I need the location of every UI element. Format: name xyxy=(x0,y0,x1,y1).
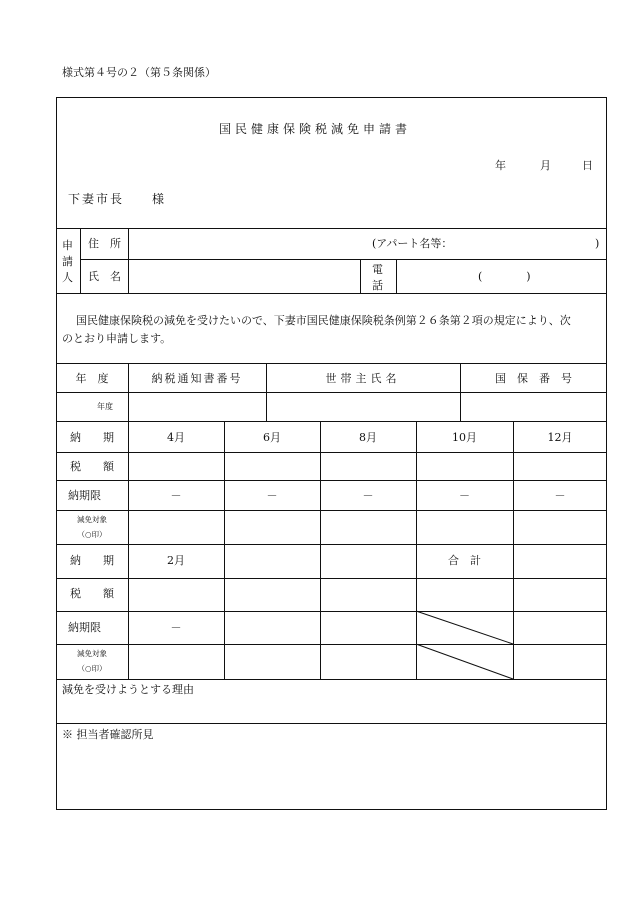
date-day-label: 日 xyxy=(582,159,593,172)
month-cell: 4月 xyxy=(167,431,185,444)
reason-label: 減免を受けようとする理由 xyxy=(62,683,194,696)
deadline-cell: － xyxy=(170,489,182,502)
address-label: 住 所 xyxy=(88,237,121,250)
month-cell: 12月 xyxy=(547,431,573,444)
statement-line: 国民健康保険税の減免を受けたいので、下妻市国民健康保険税条例第２６条第２項の規定により、次 xyxy=(76,314,571,327)
addressee: 下妻市長 様 xyxy=(68,192,167,206)
deadline-label: 納期限 xyxy=(68,621,101,634)
fiscal-year-suffix: 年度 xyxy=(97,402,113,411)
applicant-label-char: 人 xyxy=(62,271,73,284)
phone-label-char: 電 xyxy=(372,263,383,276)
exemption-sub-label: （○印） xyxy=(77,664,107,673)
month-cell: 10月 xyxy=(452,431,477,444)
phone-label-char: 話 xyxy=(372,279,383,292)
diagonal-line xyxy=(416,644,513,679)
diagonal-line xyxy=(416,611,513,644)
period-label: 納 期 xyxy=(70,554,114,567)
name-label: 氏 名 xyxy=(88,270,121,283)
month-cell: 8月 xyxy=(359,431,377,444)
exemption-sub-label: （○印） xyxy=(77,530,107,539)
staff-note-label: ※ 担当者確認所見 xyxy=(62,728,154,741)
apartment-note-close: ) xyxy=(595,237,600,250)
deadline-cell: － xyxy=(362,489,374,502)
deadline-cell: － xyxy=(554,489,566,502)
deadline-label: 納期限 xyxy=(68,489,101,502)
statement-line: のとおり申請します。 xyxy=(62,332,172,345)
deadline-cell: － xyxy=(459,489,470,502)
form-number: 様式第４号の２（第５条関係） xyxy=(62,66,216,79)
month-cell: 6月 xyxy=(263,431,281,444)
phone-parentheses: ( ) xyxy=(478,270,531,283)
apartment-note: (アパート名等： xyxy=(372,237,453,250)
applicant-label-char: 請 xyxy=(62,255,73,268)
tax-amount-label: 税 額 xyxy=(70,587,114,600)
period-label: 納 期 xyxy=(70,431,114,444)
total-label: 合 計 xyxy=(448,554,481,567)
insurance-number-header: 国 保 番 号 xyxy=(495,372,572,385)
exemption-label: 減免対象 xyxy=(77,515,107,524)
deadline-cell: － xyxy=(266,489,278,502)
notice-number-header: 納税通知書番号 xyxy=(151,372,243,385)
deadline-cell: － xyxy=(170,621,182,634)
date-month-label: 月 xyxy=(540,159,551,172)
applicant-label-char: 申 xyxy=(62,239,73,252)
householder-header: 世帯主氏名 xyxy=(325,372,401,385)
month-cell: 2月 xyxy=(167,554,185,567)
date-year-label: 年 xyxy=(495,159,506,172)
form-title: 国民健康保険税減免申請書 xyxy=(218,122,411,136)
tax-amount-label: 税 額 xyxy=(70,460,114,473)
fiscal-year-header: 年 度 xyxy=(75,372,109,385)
exemption-label: 減免対象 xyxy=(77,649,107,658)
